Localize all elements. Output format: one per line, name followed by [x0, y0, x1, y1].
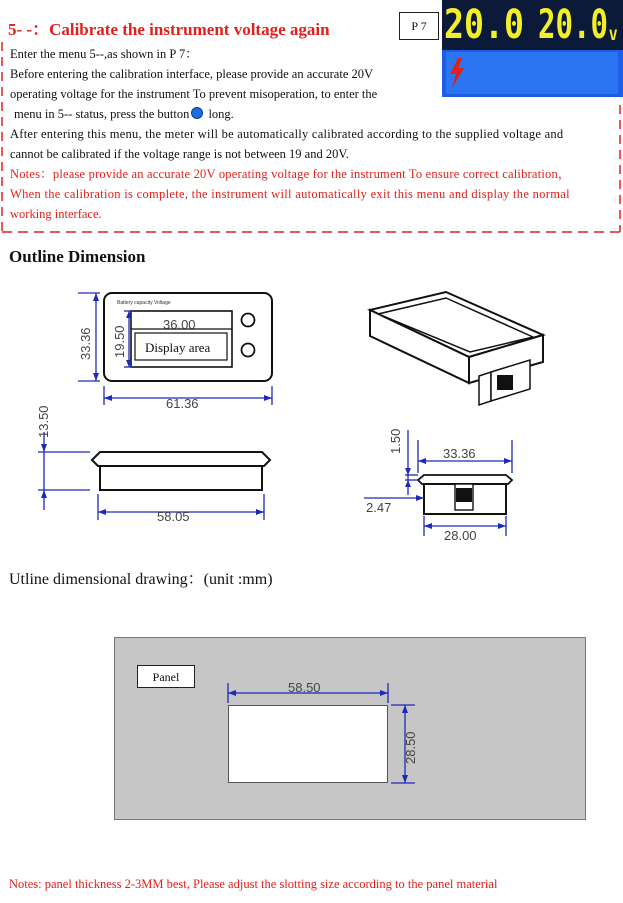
end-bottom-dim: 28.00	[444, 528, 477, 543]
front-screen-value: 36.00	[163, 317, 196, 332]
calibration-line-6: cannot be calibrated if the voltage range is not between 19 and 20V.	[10, 147, 349, 161]
lcd-unit: V	[609, 28, 618, 44]
calibration-title-text: 5- -：Calibrate the instrument voltage again	[8, 20, 330, 39]
lcd-left-readout: 20.0	[444, 2, 524, 48]
outline-caption: Utline dimensional drawing：(unit :mm)	[9, 571, 273, 588]
page-badge-text: P 7	[411, 19, 427, 33]
front-width-dim: 61.36	[166, 396, 199, 411]
calibration-dashed-frame	[0, 0, 623, 240]
end-offset-dim: 2.47	[366, 500, 392, 515]
end-width-dim: 33.36	[443, 446, 476, 461]
calibration-line-2: Before entering the calibration interface, please provide an accurate 20V	[10, 67, 374, 81]
side-body	[100, 466, 262, 490]
calibration-note-2: When the calibration is complete, the instrument will automatically exit this menu and display the normal	[10, 187, 570, 201]
panel-label: Panel	[152, 670, 180, 684]
side-depth-dim: 13.50	[36, 405, 51, 438]
panel-drawing	[114, 637, 586, 820]
panel-width-dim: 58.50	[288, 680, 321, 695]
panel-height-dim: 28.50	[403, 731, 418, 764]
outline-title: Outline Dimension	[9, 247, 146, 266]
calibration-note-1: Notes：please provide an accurate 20V operating voltage for the instrument To ensure correct calibration，	[10, 167, 571, 181]
isometric-view	[370, 292, 543, 405]
front-view	[78, 293, 272, 411]
front-display-height-dim: 19.50	[112, 325, 127, 358]
side-view	[36, 405, 270, 524]
front-button-top-icon	[242, 314, 255, 327]
calibration-line-1: Enter the menu 5--,as shown in P 7：	[10, 47, 198, 61]
front-header-text: Battery capacity Voltage	[117, 300, 171, 306]
calibration-section	[0, 0, 623, 240]
outline-drawing	[0, 280, 623, 550]
end-top-dim: 1.50	[388, 428, 403, 454]
front-height-dim: 33.36	[78, 327, 93, 360]
isometric-connector	[497, 375, 513, 390]
calibration-line-4-text: menu in 5-- status, press the button	[14, 107, 190, 121]
end-view	[364, 429, 512, 543]
display-area-label: Display area	[145, 340, 211, 355]
lcd-right-readout: 20.0	[538, 2, 608, 48]
calibration-line-3: operating voltage for the instrument To prevent misoperation, to enter the	[10, 87, 378, 101]
calibration-line-4-tail: long.	[208, 107, 234, 121]
calibration-line-5: After entering this menu, the meter will be automatically calibrated according to the supplied voltage and	[10, 127, 564, 141]
panel-note: Notes: panel thickness 2-3MM best, Please adjust the slotting size according to the panel material	[9, 877, 498, 891]
side-width-dim: 58.05	[157, 509, 190, 524]
calibration-note-3: working interface.	[10, 207, 102, 221]
panel-dims	[115, 638, 587, 821]
front-button-bottom-icon	[242, 344, 255, 357]
